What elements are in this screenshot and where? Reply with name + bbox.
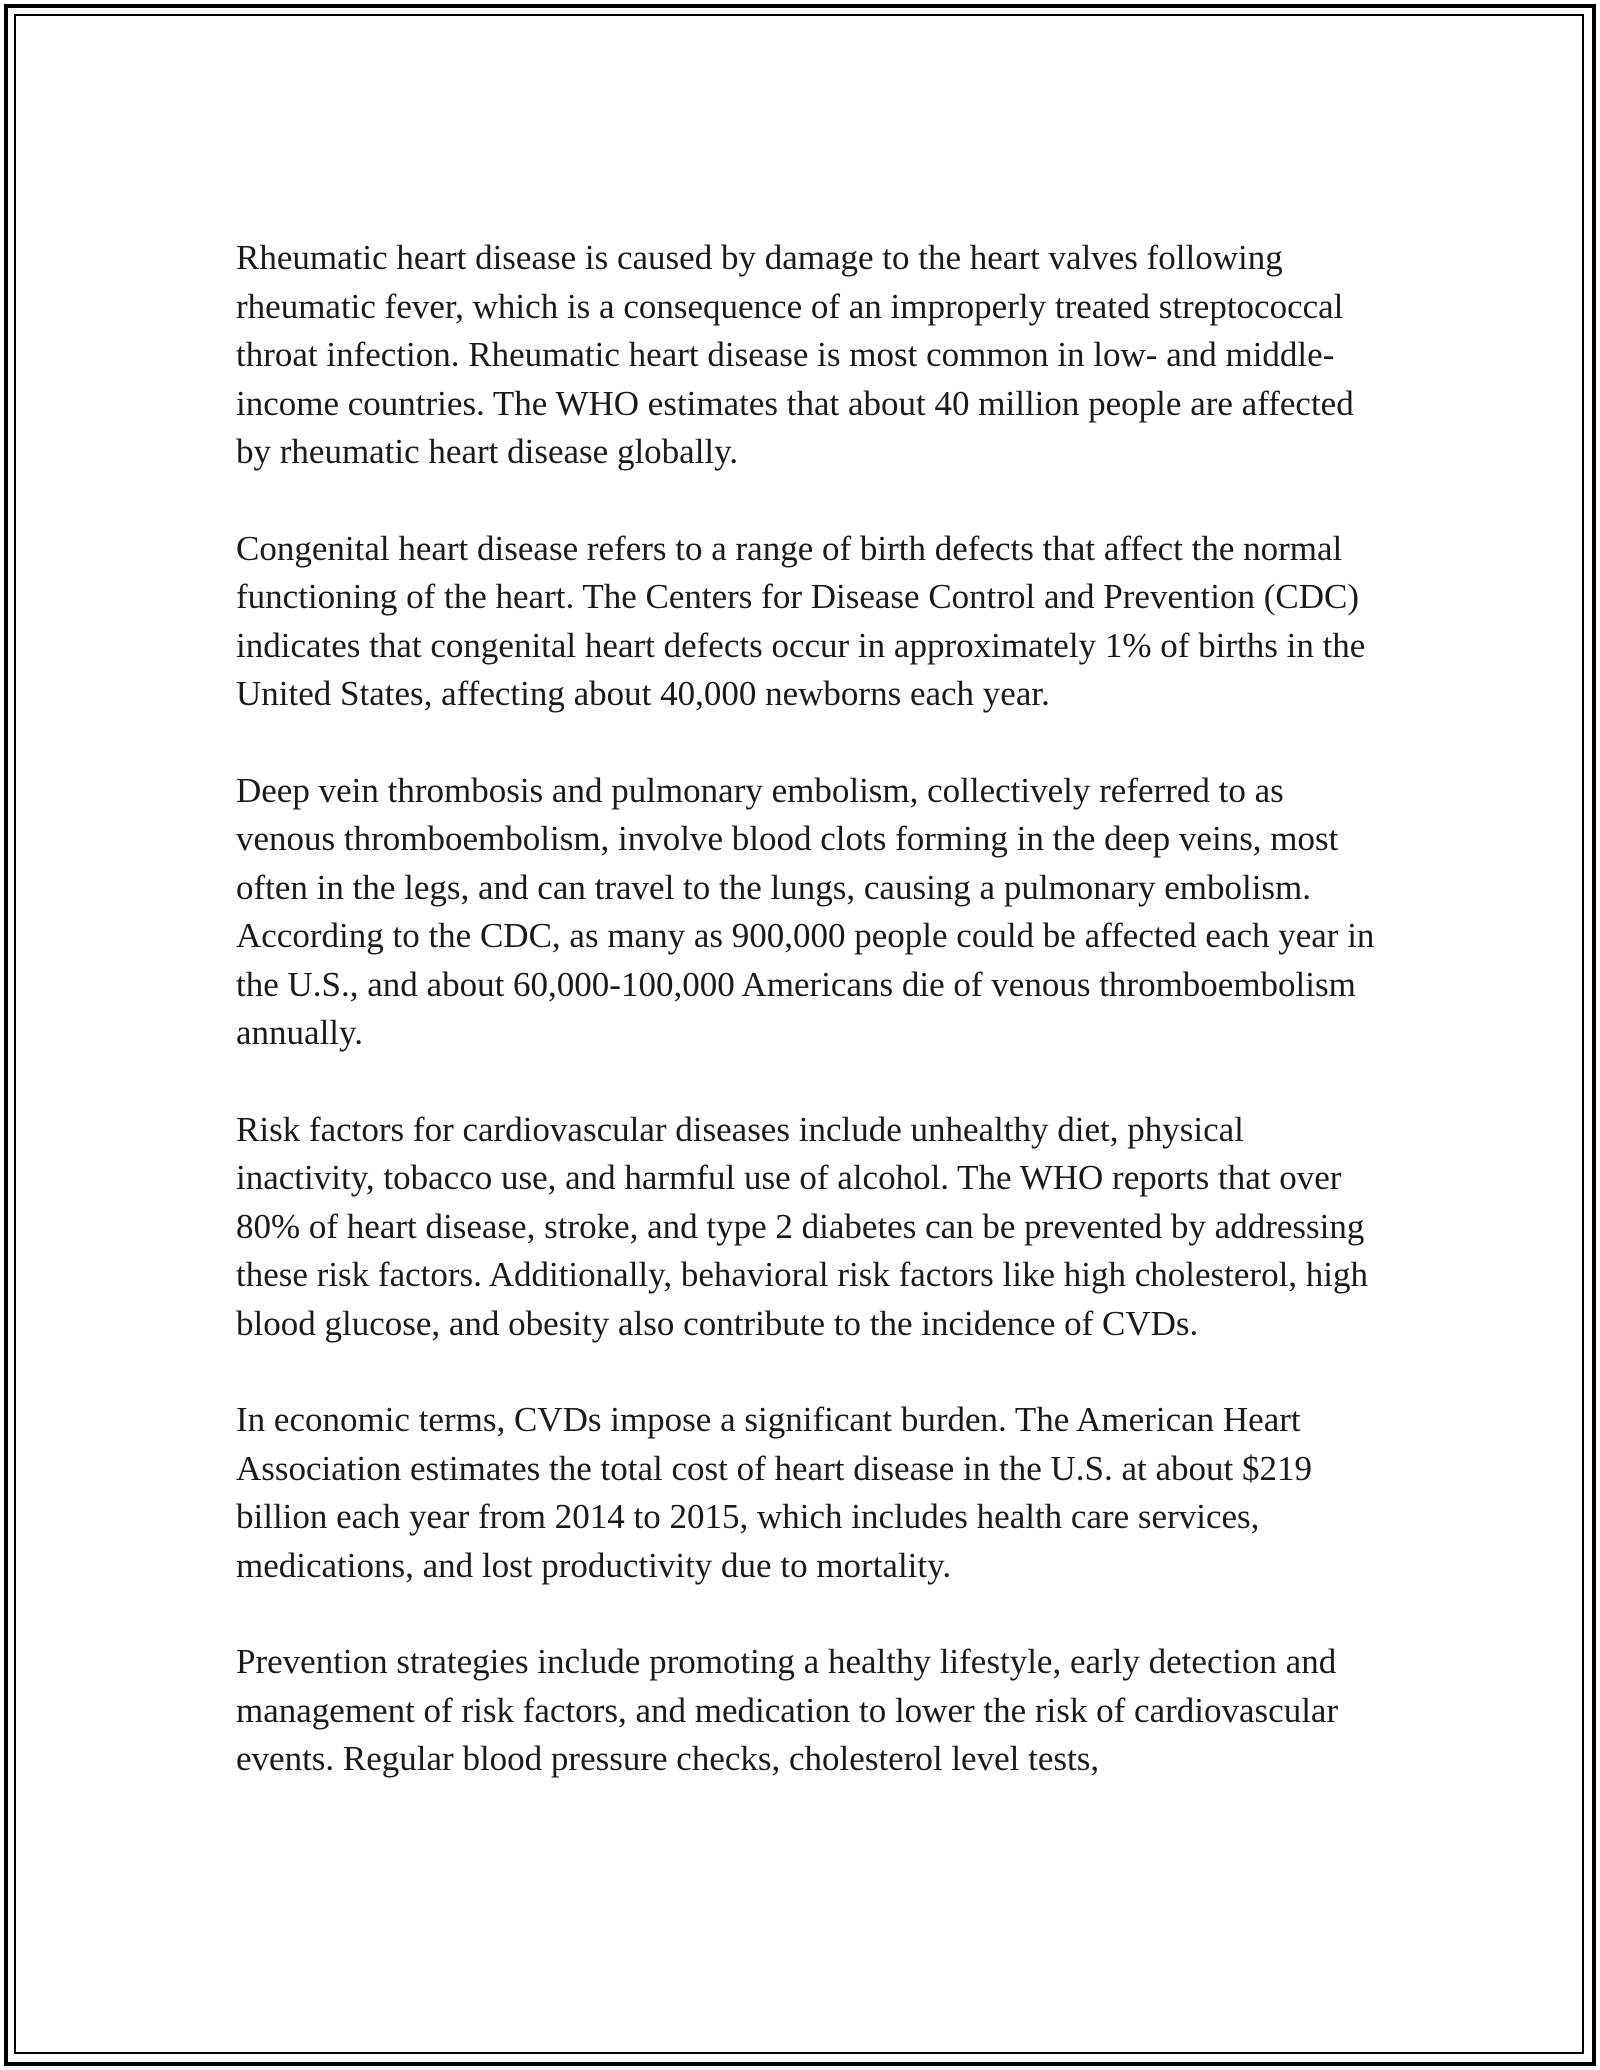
paragraph-venous-thromboembolism: Deep vein thrombosis and pulmonary embolism, collectively referred to as venous thromboembolism, involve blood clots forming in the deep veins, most often in the legs, and can travel to the lungs, causing a pulmonary embolism. According to the CDC, as many as 900,000 people could be affected each year in the U.S., and about 60,000-100,000 Americans die of venous thromboembolism annually.: [236, 770, 1375, 1052]
paragraph-rheumatic-heart-disease: Rheumatic heart disease is caused by damage to the heart valves following rheumatic fever, which is a consequence of an improperly treated streptococcal throat infection. Rheumatic heart disease is most common in low- and middle-income countries. The WHO estimates that about 40 million people are affected by rheumatic heart disease globally.: [236, 238, 1354, 471]
paragraph-economic-burden: In economic terms, CVDs impose a significant burden. The American Heart Association estimates the total cost of heart disease in the U.S. at about $219 billion each year from 2014 to 2015, which includes health care services, medications, and lost productivity due to mortality.: [236, 1400, 1313, 1585]
document-body: [236, 234, 1386, 1784]
paragraph-prevention-strategies: Prevention strategies include promoting a healthy lifestyle, early detection and management of risk factors, and medication to lower the risk of cardiovascular events. Regular blood pressure checks, cholesterol level tests,: [236, 1642, 1339, 1778]
paragraph-congenital-heart-disease: Congenital heart disease refers to a range of birth defects that affect the normal functioning of the heart. The Centers for Disease Control and Prevention (CDC) indicates that congenital heart defects occur in approximately 1% of births in the United States, affecting about 40,000 newborns each year.: [236, 528, 1366, 713]
paragraph-risk-factors: Risk factors for cardiovascular diseases include unhealthy diet, physical inactivity, tobacco use, and harmful use of alcohol. The WHO reports that over 80% of heart disease, stroke, and type 2 diabetes can be prevented by addressing these risk factors. Additionally, behavioral risk factors like high cholesterol, high blood glucose, and obesity also contribute to the incidence of CVDs.: [236, 1109, 1369, 1343]
